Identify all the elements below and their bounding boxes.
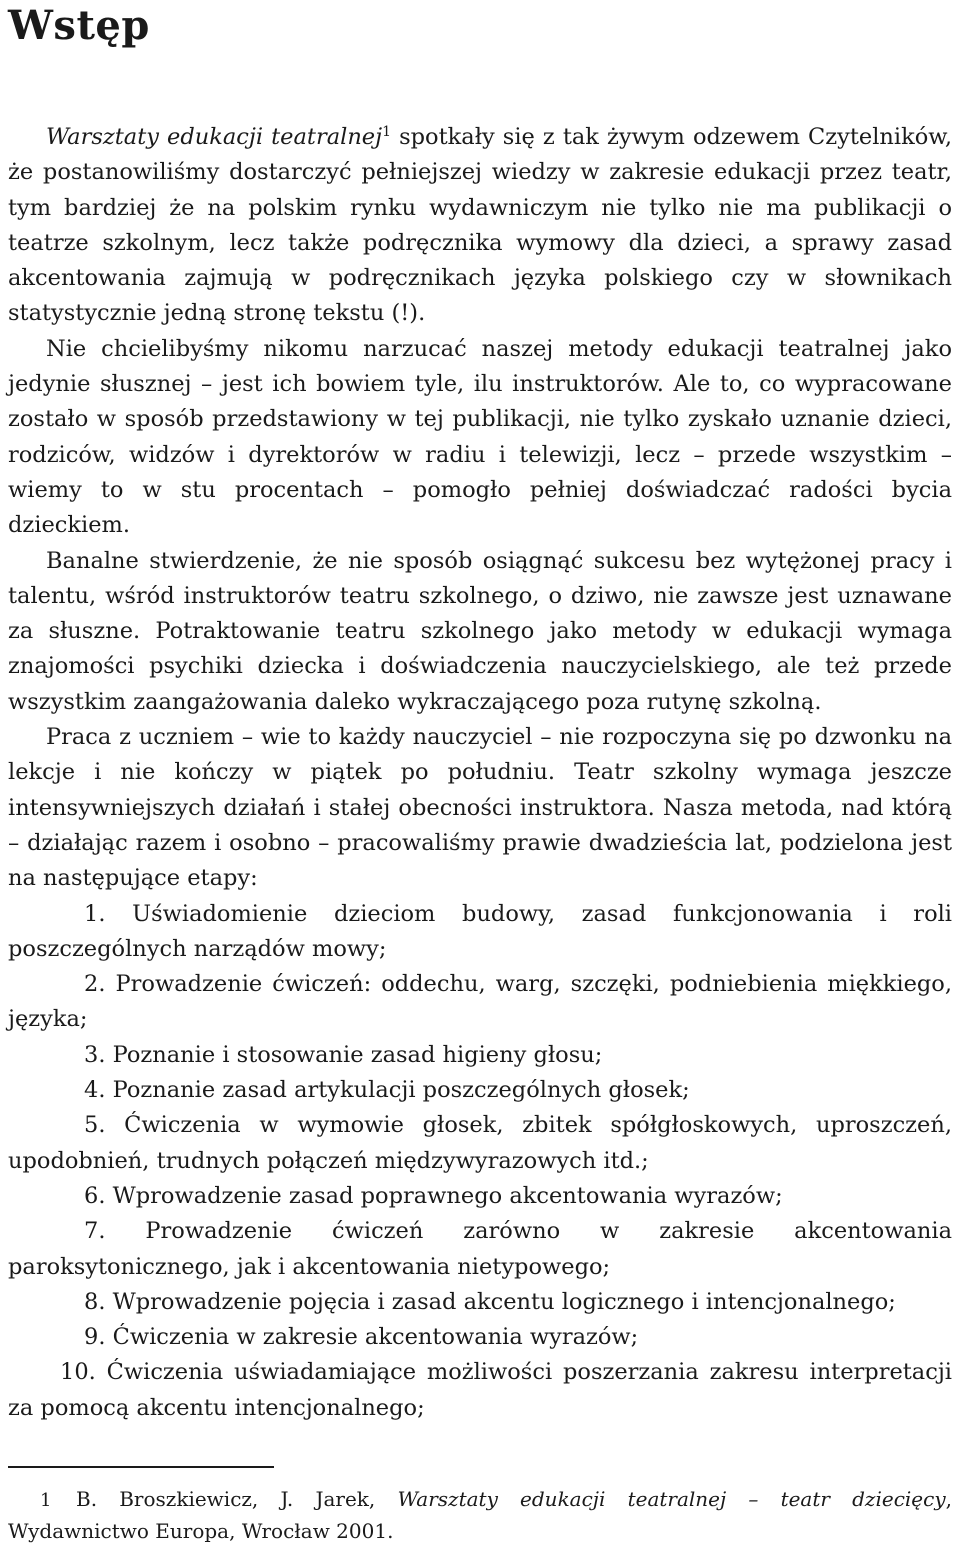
paragraph: Praca z uczniem – wie to każdy nauczyciel – nie rozpoczyna się po dzwonku na lekcje i nie kończy w piątek po południu. Teatr szkolny wymaga jeszcze intensywniejszych działań i stałej obecności instruktora. Nasza metoda, nad którą – działając razem i osobno – pracowaliśmy prawie dwadzieścia lat, podzielona jest na następujące etapy: xyxy=(8,724,952,892)
italic-book-title: Warsztaty edukacji teatralnej xyxy=(46,124,383,150)
paragraph: Nie chcielibyśmy nikomu narzucać naszej metody edukacji teatralnej jako jedynie słusznej – jest ich bowiem tyle, ilu instruktorów. Ale to, co wypracowane zostało w sposób przedstawiony w tej publikacji, nie tylko zyskało uznanie dzieci, rodziców, widzów i dyrektorów w radiu i telewizji, lecz – przede wszystkim – wiemy to w stu procentach – pomogło pełniej doświadczać radości bycia dzieckiem. xyxy=(8,335,952,539)
footnote-publisher: , Wydawnictwo Europa, Wrocław 2001. xyxy=(8,1487,952,1543)
list-item-number: 8. xyxy=(84,1288,106,1315)
list-item-text: Ćwiczenia w zakresie akcentowania wyrazów; xyxy=(112,1324,639,1351)
list-item xyxy=(8,967,952,1038)
document-page xyxy=(8,0,953,1543)
footnote-authors: B. Broszkiewicz, J. Jarek, xyxy=(76,1487,398,1511)
list-item-number: 6. xyxy=(84,1182,106,1209)
list-item-number: 10. xyxy=(60,1359,96,1386)
list-item-text: Poznanie i stosowanie zasad higieny głosu; xyxy=(112,1041,603,1068)
footnote xyxy=(8,1484,952,1546)
list-item-number: 2. xyxy=(84,971,106,998)
list-item-number: 3. xyxy=(84,1041,106,1068)
list-item-number: 7. xyxy=(84,1218,106,1245)
list-item-number: 1. xyxy=(84,900,106,927)
list-item xyxy=(8,1355,952,1426)
list-item xyxy=(8,1285,952,1320)
list-item-text: Ćwiczenia w wymowie głosek, zbitek spółgłoskowych, uproszczeń, upodobnień, trudnych połączeń międzywyrazowych itd.; xyxy=(8,1112,952,1174)
main-text xyxy=(8,120,952,1426)
list-item xyxy=(8,1108,952,1179)
paragraph: Banalne stwierdzenie, że nie sposób osiągnąć sukcesu bez wytężonej pracy i talentu, wśród instruktorów teatru szkolnego, o dziwo, nie zawsze jest uznawane za słuszne. Potraktowanie teatru szkolnego jako metody w edukacji wymaga znajomości psychiki dziecka i doświadczenia nauczycielskiego, ale też przede wszystkim zaangażowania daleko wykraczającego poza rutynę szkolną. xyxy=(8,547,952,715)
intro-paragraph xyxy=(8,120,952,332)
list-item-text: Prowadzenie ćwiczeń: oddechu, warg, szczęki, podniebienia miękkiego, języka; xyxy=(8,971,952,1033)
list-item xyxy=(8,1073,952,1108)
footnote-divider xyxy=(8,1466,274,1468)
list-item-text: Poznanie zasad artykulacji poszczególnych głosek; xyxy=(112,1077,690,1104)
list-item-number: 4. xyxy=(84,1077,106,1104)
list-item xyxy=(8,1038,952,1073)
list-item-text: Prowadzenie ćwiczeń zarówno w zakresie akcentowania paroksytonicznego, jak i akcentowania nietypowego; xyxy=(8,1218,953,1280)
list-item xyxy=(8,1179,952,1214)
list-item-number: 9. xyxy=(84,1324,106,1351)
page-heading: Wstęp xyxy=(8,2,150,49)
list-item-text: Wprowadzenie zasad poprawnego akcentowania wyrazów; xyxy=(112,1182,783,1209)
footnote-number: 1 xyxy=(40,1490,52,1511)
stages-list xyxy=(8,897,952,1426)
list-item xyxy=(8,1214,952,1285)
list-item-text: Uświadomienie dzieciom budowy, zasad funkcjonowania i roli poszczególnych narządów mowy; xyxy=(8,900,953,962)
footnote-title: Warsztaty edukacji teatralnej – teatr dziecięcy xyxy=(397,1487,946,1511)
list-item xyxy=(8,897,952,968)
list-item-number: 5. xyxy=(84,1112,106,1139)
list-item xyxy=(8,1320,952,1355)
list-item-text: Ćwiczenia uświadamiające możliwości poszerzania zakresu interpretacji za pomocą akcentu intencjonalnego; xyxy=(8,1359,952,1421)
intro-text: spotkały się z tak żywym odzewem Czytelników, że postanowiliśmy dostarczyć pełniejszej wiedzy w zakresie edukacji przez teatr, tym bardziej że na polskim rynku wydawniczym nie tylko nie ma publikacji o teatrze szkolnym, lecz także podręcznika wymowy dla dzieci, a sprawy zasad akcentowania zajmują w podręcznikach języka polskiego czy w słownikach statystycznie jedną stronę tekstu (!). xyxy=(8,124,952,327)
list-item-text: Wprowadzenie pojęcia i zasad akcentu logicznego i intencjonalnego; xyxy=(112,1288,896,1315)
footnote-reference[interactable]: 1 xyxy=(382,124,392,140)
